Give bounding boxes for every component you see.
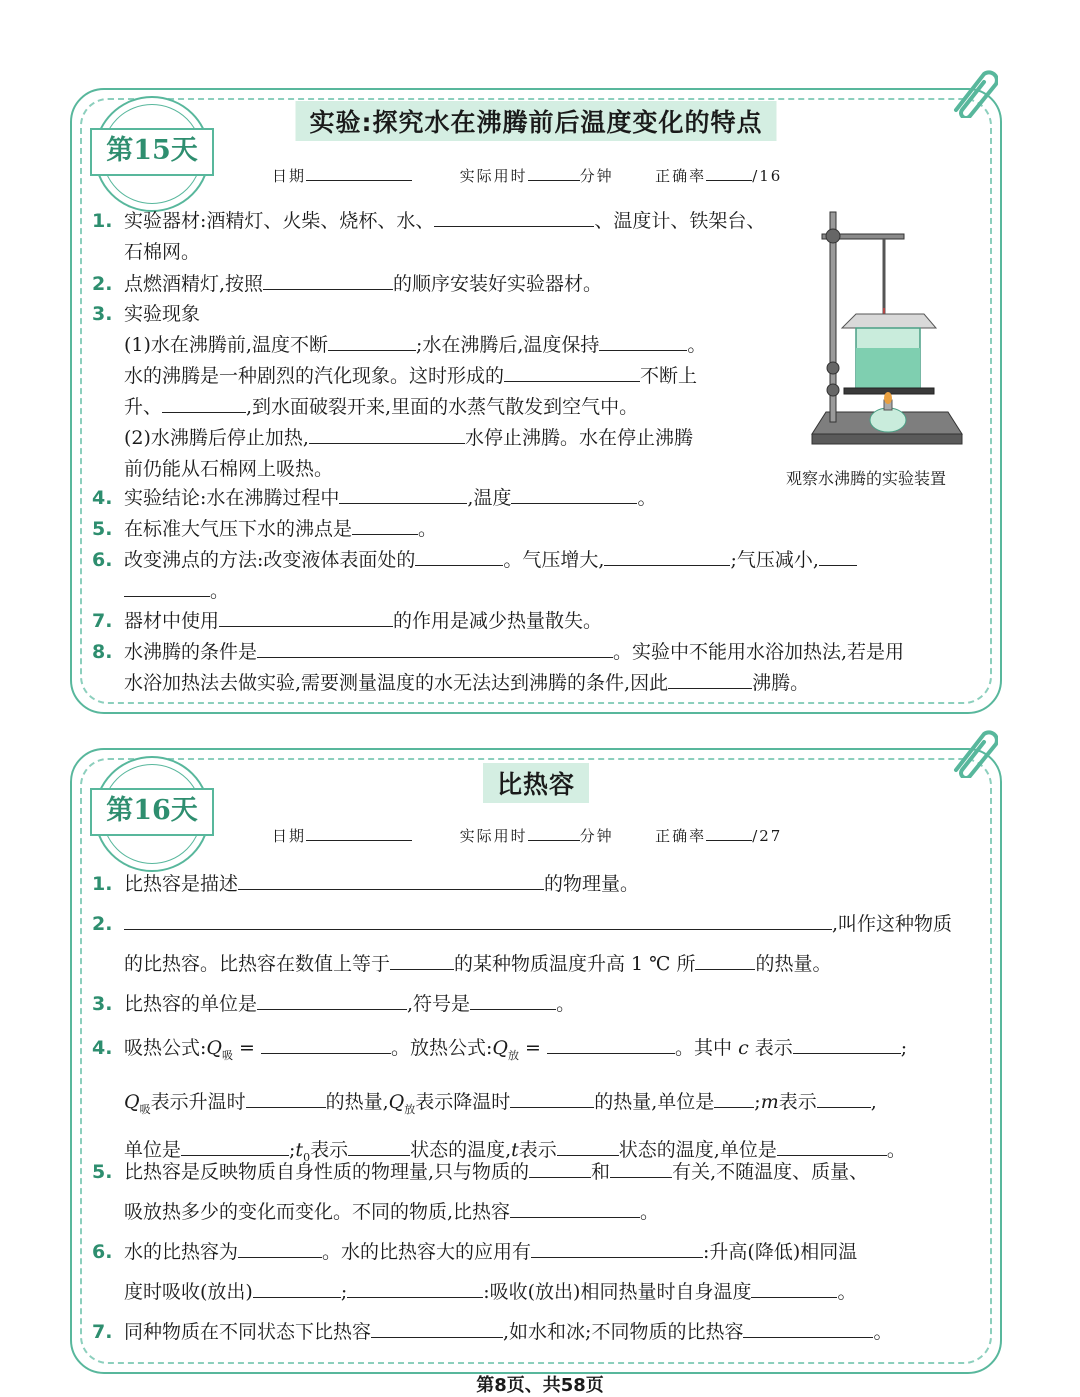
answer-blank[interactable]: [124, 578, 210, 597]
question-4: 4. 吸热公式$:Q_吸$ = 。放热公式$:Q_放$ = 。其中 c 表示 ; $Q_吸$表示升温时 的热量$,Q_放$表示降温时 的热量,单位是 ;m表示 , 单位是 $;t_0$表示 状态的温度,t表示 状态的温度,单位是 。: [92, 1037, 908, 1164]
answer-blank[interactable]: [668, 670, 752, 689]
question-3: 3. 比热容的单位是 ,符号是 。: [92, 993, 576, 1015]
answer-blank[interactable]: [599, 332, 687, 351]
day15-badge-label: 第15天: [90, 128, 214, 176]
day15-title: 实验:探究水在沸腾前后温度变化的特点: [296, 101, 777, 141]
answer-blank[interactable]: [257, 639, 613, 658]
day16-badge-label: 第16天: [90, 788, 214, 836]
answer-blank[interactable]: [219, 608, 393, 627]
answer-blank[interactable]: [714, 1089, 754, 1108]
answer-blank[interactable]: [339, 485, 467, 504]
answer-blank[interactable]: [261, 1035, 391, 1054]
day16-badge: [94, 756, 210, 872]
answer-blank[interactable]: [529, 1159, 591, 1178]
question-3: 3. 实验现象 (1)水在沸腾前,温度不断 ;水在沸腾后,温度保持 。 水的沸腾是一种剧烈的汽化现象。这时形成的 不断上 升、 ,到水面破裂开来,里面的水蒸气散发到空气中。 (2)水沸腾后停止加热, 水停止沸腾。水在停止沸腾 前仍能从石棉网上吸热。: [92, 303, 707, 480]
answer-blank[interactable]: [751, 1279, 837, 1298]
day15-meta: 日期 实际用时 分钟 正确率 /16: [272, 164, 782, 186]
answer-blank[interactable]: [793, 1035, 901, 1054]
answer-blank[interactable]: [246, 1089, 326, 1108]
answer-blank[interactable]: [819, 547, 857, 566]
question-4: 4. 实验结论:水在沸腾过程中 ,温度 。: [92, 487, 657, 509]
answer-blank[interactable]: [371, 1319, 503, 1338]
answer-blank[interactable]: [531, 1239, 703, 1258]
answer-blank[interactable]: [347, 1279, 483, 1298]
answer-blank[interactable]: [238, 871, 544, 890]
illustration-caption: 观察水沸腾的实验装置: [786, 469, 947, 488]
answer-blank[interactable]: [604, 547, 730, 566]
question-1: 1. 比热容是描述 的物理量。: [92, 873, 640, 895]
question-5: 5. 比热容是反映物质自身性质的物理量,只与物质的 和 有关,不随温度、质量、 吸放热多少的变化而变化。不同的物质,比热容 。: [92, 1161, 869, 1223]
answer-blank[interactable]: [470, 991, 556, 1010]
answer-blank[interactable]: [253, 1279, 341, 1298]
day15-card: [70, 88, 1002, 714]
day16-meta: 日期 实际用时 分钟 正确率 /27: [272, 824, 782, 846]
day16-card: [70, 748, 1002, 1374]
answer-blank[interactable]: [743, 1319, 873, 1338]
answer-blank[interactable]: [610, 1159, 672, 1178]
answer-blank[interactable]: [309, 425, 465, 444]
answer-blank[interactable]: [124, 911, 832, 930]
answer-blank[interactable]: [695, 951, 755, 970]
answer-blank[interactable]: [817, 1089, 871, 1108]
answer-blank[interactable]: [504, 363, 640, 382]
question-2: 2. ,叫作这种物质 的比热容。比热容在数值上等于 的某种物质温度升高 1 ℃ 所 的热量。: [92, 913, 953, 975]
answer-blank[interactable]: [238, 1239, 322, 1258]
paper-clip-icon: [946, 62, 998, 118]
question-5: 5. 在标准大气压下水的沸点是 。: [92, 518, 438, 540]
answer-blank[interactable]: [390, 951, 454, 970]
answer-blank[interactable]: [510, 1199, 640, 1218]
answer-blank[interactable]: [547, 1035, 675, 1054]
question-7: 7. 器材中使用 的作用是减少热量散失。: [92, 610, 603, 632]
question-8: 8. 水沸腾的条件是 。实验中不能用水浴加热法,若是用 水浴加热法去做实验,需要测量温度的水无法达到沸腾的条件,因此 沸腾。: [92, 641, 905, 694]
answer-blank[interactable]: [415, 547, 503, 566]
boiling-apparatus-illustration: [808, 208, 968, 456]
question-6: 6. 改变沸点的方法:改变液体表面处的 。气压增大, ;气压减小, 。: [92, 545, 857, 607]
answer-blank[interactable]: [328, 332, 416, 351]
answer-blank[interactable]: [511, 485, 637, 504]
page-footer: 第8页、共58页: [476, 1375, 604, 1396]
answer-blank[interactable]: [434, 208, 594, 227]
question-7: 7. 同种物质在不同状态下比热容 ,如水和冰;不同物质的比热容 。: [92, 1321, 893, 1343]
answer-blank[interactable]: [257, 991, 407, 1010]
question-2: 2. 点燃酒精灯,按照 的顺序安装好实验器材。: [92, 273, 603, 295]
question-1: 1. 实验器材:酒精灯、火柴、烧杯、水、 、温度计、铁架台、 石棉网。: [92, 210, 766, 263]
answer-blank[interactable]: [263, 271, 393, 290]
answer-blank[interactable]: [162, 394, 246, 413]
answer-blank[interactable]: [510, 1089, 594, 1108]
question-6: 6. 水的比热容为 。水的比热容大的应用有 :升高(降低)相同温 度时吸收(放出) ; :吸收(放出)相同热量时自身温度 。: [92, 1241, 858, 1303]
day15-badge: [94, 96, 210, 212]
answer-blank[interactable]: [352, 516, 418, 535]
paper-clip-icon: [946, 722, 998, 778]
day16-title: 比热容: [483, 763, 589, 803]
